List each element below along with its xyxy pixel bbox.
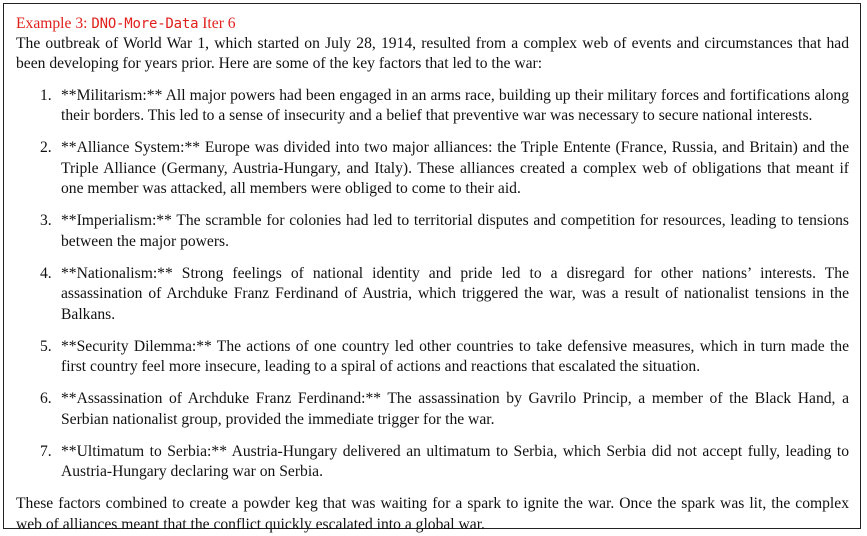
factor-list <box>16 86 849 483</box>
list-item-text: **Ultimatum to Serbia:** Austria-Hungary delivered an ultimatum to Serbia, which Serbia did not accept fully, leading to Austria-Hungary declaring war on Serbia. <box>61 442 849 481</box>
list-item-text: **Alliance System:** Europe was divided into two major alliances: the Triple Entente (France, Russia, and Britain) and the Triple Alliance (Germany, Austria-Hungary, and Italy). These alliances created a complex web of obligations that meant if one member was attacked, all members were obliged to come to their aid. <box>61 139 849 198</box>
example-title-prefix: Example 3: <box>16 15 92 32</box>
list-item-text: **Militarism:** All major powers had been engaged in an arms race, building up their military forces and fortifications along their borders. This led to a sense of insecurity and a belief that preventive war was necessary to secure national interests. <box>61 86 849 125</box>
list-item <box>16 211 849 252</box>
example-box <box>3 3 861 533</box>
list-item-number: 4. <box>40 264 52 282</box>
list-item-text: **Nationalism:** Strong feelings of national identity and pride led to a disregard for other nations’ interests. The assassination of Archduke Franz Ferdinand of Austria, which triggered the war, was a result of nationalist tensions in the Balkans. <box>61 264 849 323</box>
list-item <box>16 337 849 378</box>
list-item-number: 5. <box>40 337 52 355</box>
example-title <box>16 14 849 34</box>
list-item <box>16 389 849 430</box>
list-item <box>16 138 849 199</box>
list-item-number: 1. <box>40 86 52 104</box>
list-item-number: 6. <box>40 390 52 408</box>
list-item-text: **Security Dilemma:** The actions of one country led other countries to take defensive measures, which in turn made the first country feel more insecure, leading to a spiral of actions and reactions that escalated the situation. <box>61 337 849 376</box>
intro-paragraph: The outbreak of World War 1, which started on July 28, 1914, resulted from a complex web of events and circumstances that had been developing for years prior. Here are some of the key factors that led to the war: <box>16 35 849 73</box>
example-method-name: DNO-More-Data <box>91 16 199 32</box>
list-item <box>16 86 849 127</box>
list-item-text: **Imperialism:** The scramble for colonies had led to territorial disputes and competition for resources, leading to tensions between the major powers. <box>61 212 849 250</box>
list-item-number: 3. <box>40 212 52 230</box>
list-item <box>16 264 849 325</box>
example-title-suffix: Iter 6 <box>198 15 236 32</box>
list-item <box>16 442 849 483</box>
list-item-text: **Assassination of Archduke Franz Ferdinand:** The assassination by Gavrilo Princip, a member of the Black Hand, a Serbian nationalist group, provided the immediate trigger for the war. <box>61 390 849 428</box>
closing-paragraph: These factors combined to create a powder keg that was waiting for a spark to ignite the war. Once the spark was lit, the complex web of alliances meant that the conflict quickly escalated into a global war. <box>16 495 849 533</box>
list-item-number: 7. <box>40 442 52 460</box>
list-item-number: 2. <box>40 139 52 157</box>
